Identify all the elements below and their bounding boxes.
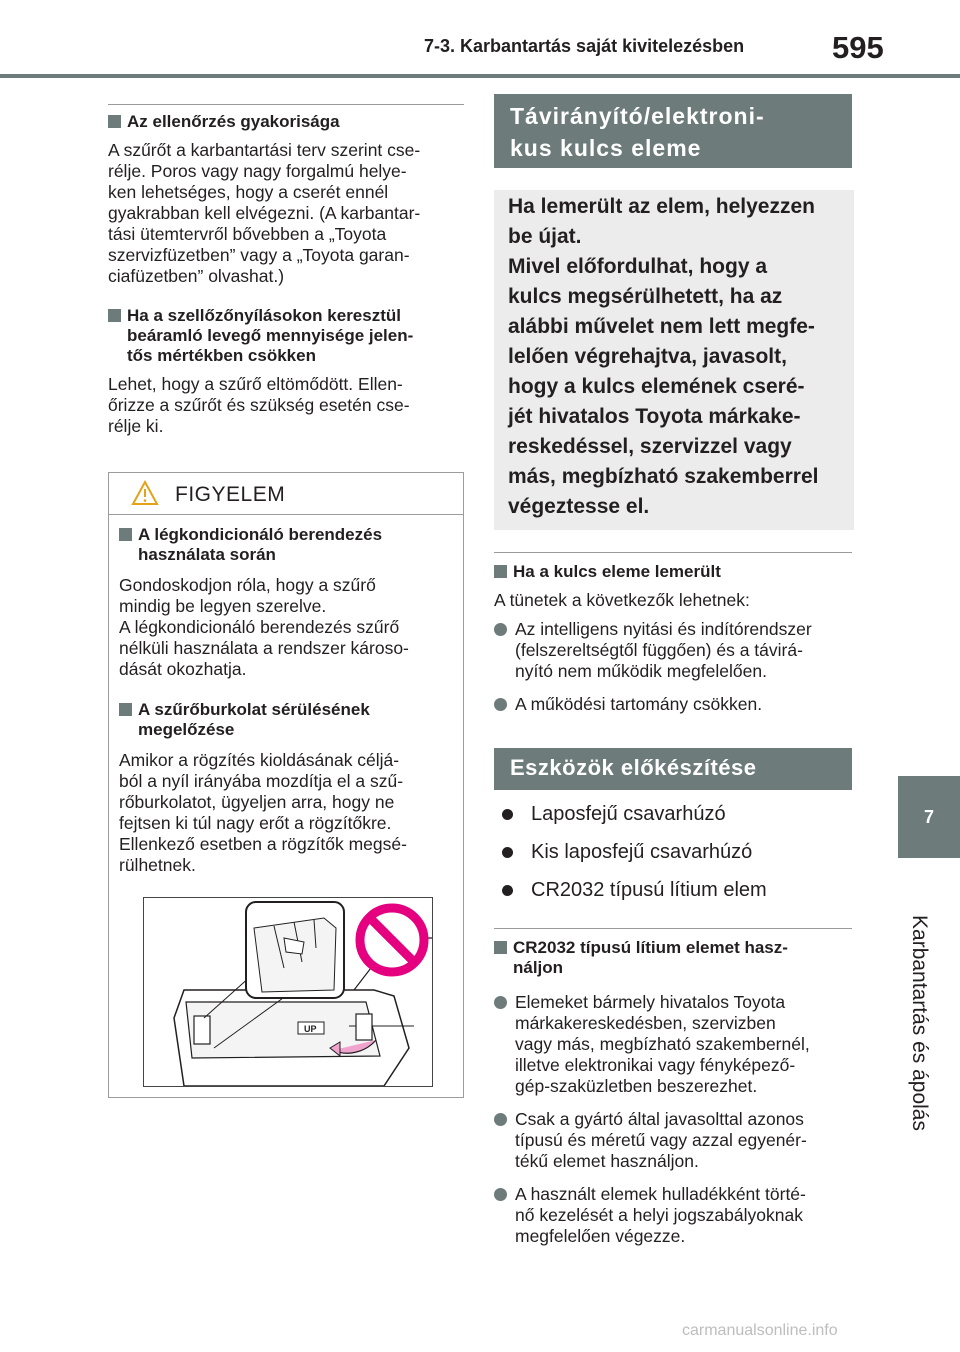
divider: [494, 928, 852, 929]
square-bullet-icon: [119, 703, 132, 716]
subheading: Ha a szellőzőnyílásokon keresztül beáramló levegő mennyisége jelen- tős mértékben csökken: [127, 306, 414, 365]
warning-title: FIGYELEM: [175, 483, 286, 506]
watermark: carmanualsonline.info: [682, 1322, 838, 1339]
list-item: Az intelligens nyitási és indítórendszer (felszereltségtől függően) és a távirá- nyító nem működik megfelelően.: [494, 619, 854, 682]
up-label: UP: [304, 1024, 317, 1034]
subheading: Ha a kulcs eleme lemerült: [513, 562, 721, 581]
section-header-key-battery: Távirányító/elektroni- kus kulcs eleme: [494, 94, 852, 168]
section-cr2032: [494, 938, 856, 1247]
square-bullet-icon: [494, 565, 507, 578]
tool-item: Laposfejű csavarhúzó: [494, 802, 854, 826]
tools-list: [494, 802, 854, 902]
section-airflow: [108, 306, 468, 437]
section-title: 7-3. Karbantartás saját kivitelezésben: [424, 36, 745, 56]
warning-item-ac: [119, 525, 453, 680]
page-number: 595: [832, 30, 884, 65]
subheading: Az ellenőrzés gyakorisága: [127, 112, 340, 131]
round-bullet-icon: [494, 996, 507, 1009]
warning-box: [108, 472, 464, 1098]
header-rule: [0, 74, 960, 78]
warning-header: [109, 473, 463, 515]
list-item: A működési tartomány csökken.: [494, 694, 854, 715]
round-bullet-icon: [494, 1188, 507, 1201]
divider: [494, 552, 852, 553]
paragraph: Gondoskodjon róla, hogy a szűrő mindig be legyen szerelve. A légkondicionáló berendezés szűrő nélküli használata a rendszer károso- dását okozhatja.: [119, 575, 409, 679]
tool-item: CR2032 típusú lítium elem: [494, 878, 854, 902]
prohibition-icon: [360, 908, 424, 972]
section-frequency: [108, 112, 468, 287]
list-item: Elemeket bármely hivatalos Toyota márkakereskedésben, szervizben vagy más, megbízható szakembernél, illetve elektronikai vagy fényképező- gép-szaküzletben beszerezhet.: [494, 992, 856, 1097]
tool-item: Kis laposfejű csavarhúzó: [494, 840, 854, 864]
chapter-number: 7: [923, 806, 934, 827]
subheading: A szűrőburkolat sérülésének megelőzése: [138, 700, 370, 739]
chapter-tab[interactable]: [898, 776, 960, 858]
list-item: Csak a gyártó által javasolttal azonos típusú és méretű vagy azzal egyenér- tékű elemet használjon.: [494, 1109, 856, 1172]
warning-triangle-icon: [131, 480, 159, 506]
filter-cover-illustration: [143, 897, 433, 1087]
round-bullet-icon: [494, 623, 507, 636]
bullet-icon: [502, 847, 513, 858]
section-header-tools: Eszközök előkészítése: [494, 748, 852, 790]
square-bullet-icon: [119, 528, 132, 541]
square-bullet-icon: [108, 115, 121, 128]
bullet-icon: [502, 809, 513, 820]
chapter-label: Karbantartás és ápolás: [908, 915, 931, 1131]
round-bullet-icon: [494, 698, 507, 711]
square-bullet-icon: [108, 309, 121, 322]
warning-item-cover: [119, 700, 453, 876]
info-box: [494, 190, 854, 530]
list-item: A használt elemek hulladékként törté- nő kezelését a helyi jogszabályoknak megfelelően végezze.: [494, 1184, 856, 1247]
paragraph: Amikor a rögzítés kioldásának céljá- ból a nyíl irányába mozdítja el a szű- rőburkolatot, ügyeljen arra, hogy ne fejtsen ki túl nagy erőt a rögzítőkre. Ellenkező esetben a rögzítők megsé- rülhetnek.: [119, 750, 407, 875]
paragraph: A tünetek a következők lehetnek:: [494, 590, 750, 610]
paragraph: A szűrőt a karbantartási terv szerint cse- rélje. Poros vagy nagy forgalmú helye- ken lehetséges, hogy a cserét ennél gyakrabban kell elvégezni. (A karbantar- tási ütemtervről bővebben a „Toyota szervizfüzetben” vagy a „Toyota garan- ciafüzetben” olvashat.): [108, 140, 421, 286]
square-bullet-icon: [494, 941, 507, 954]
info-text: Ha lemerült az elem, helyezzen be újat. Mivel előfordulhat, hogy a kulcs megsérülhetett, ha az alábbi művelet nem lett megfe- lelően végrehajtva, javasolt, hogy a kulcs elemének cseré- jét hivatalos Toyota márkake- reskedéssel, szervizzel vagy más, megbízható szakemberrel végeztesse el.: [508, 195, 819, 518]
bullet-icon: [502, 885, 513, 896]
divider: [108, 104, 464, 105]
round-bullet-icon: [494, 1113, 507, 1126]
subheading: A légkondicionáló berendezés használata során: [138, 525, 383, 564]
subheading: CR2032 típusú lítium elemet hasz- náljon: [513, 938, 788, 977]
paragraph: Lehet, hogy a szűrő eltömődött. Ellen- őrizze a szűrőt és szükség esetén cse- rélje ki.: [108, 374, 410, 436]
section-key-drained: [494, 562, 854, 715]
